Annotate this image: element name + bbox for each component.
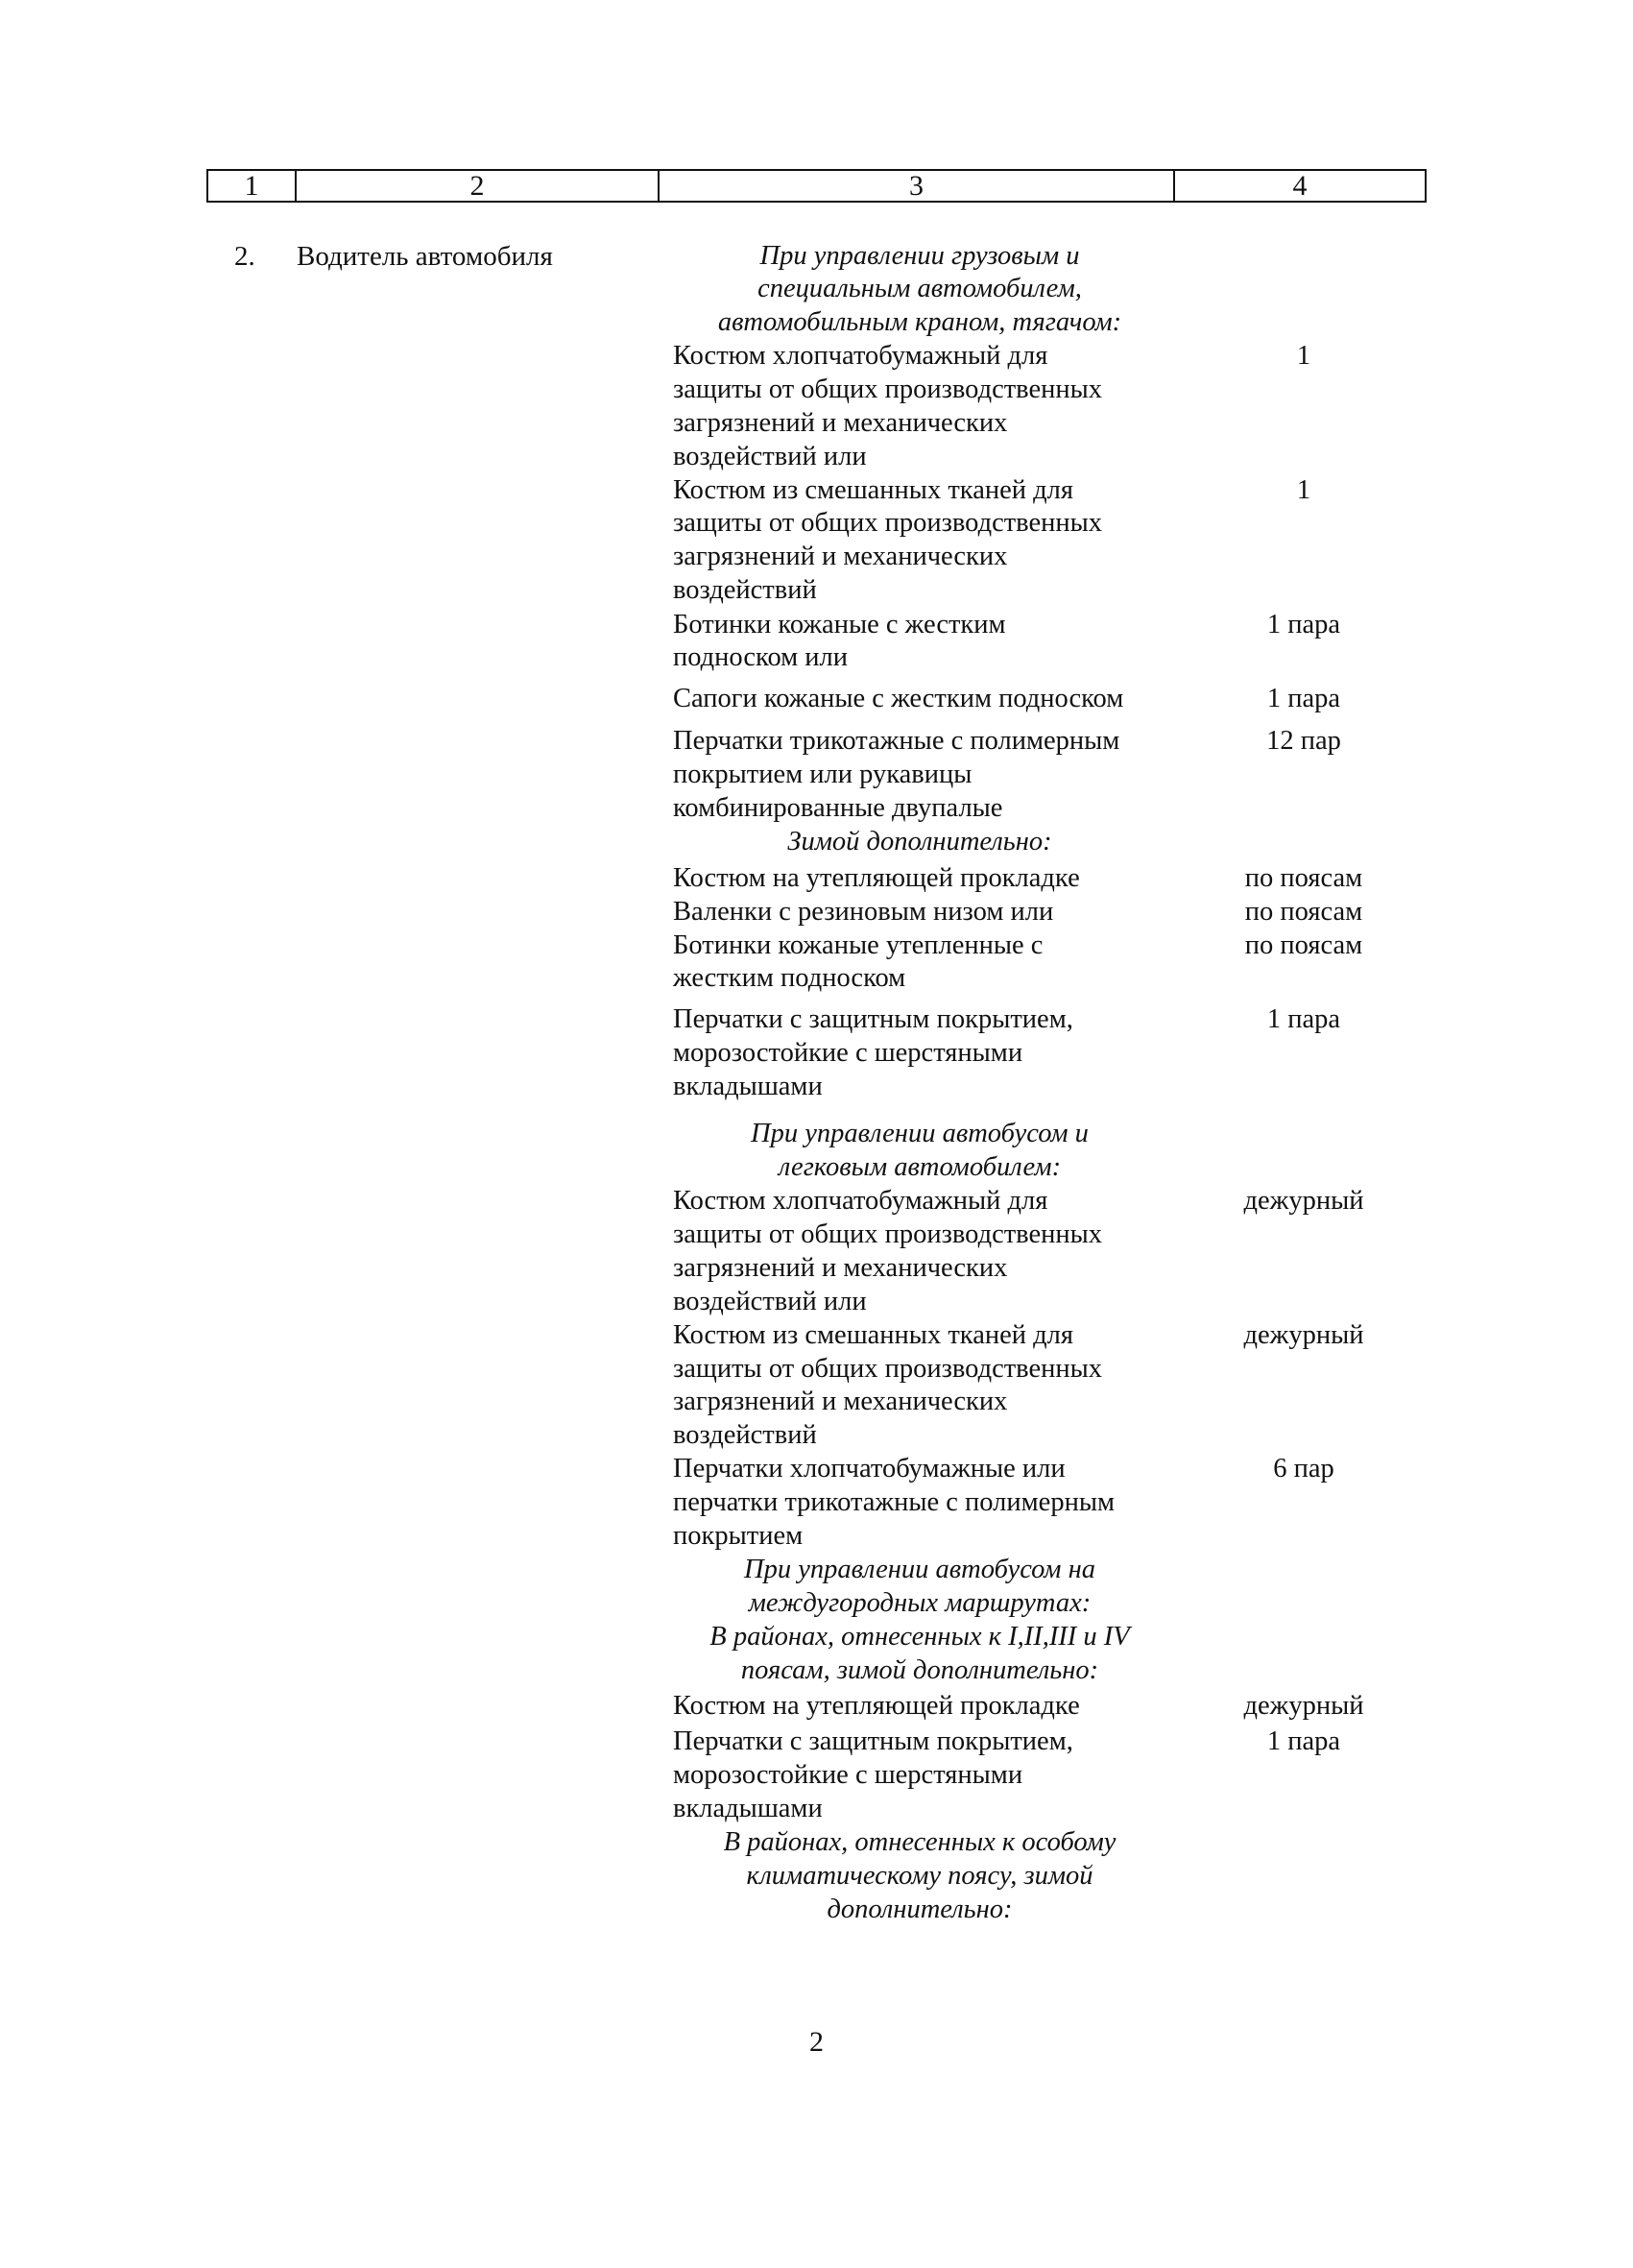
column-number-3: 3 bbox=[660, 171, 1175, 201]
item-text-line: загрязнений и механических bbox=[673, 542, 1008, 571]
item-quantity: дежурный bbox=[1243, 1320, 1364, 1350]
item-text-line: загрязнений и механических bbox=[673, 1253, 1008, 1283]
section-heading-line: дополнительно: bbox=[827, 1894, 1013, 1924]
item-text-line: морозостойкие с шерстяными bbox=[673, 1760, 1023, 1790]
item-quantity: 12 пар bbox=[1266, 726, 1341, 756]
item-text-line: Ботинки кожаные утепленные с bbox=[673, 930, 1044, 960]
item-text-line: покрытием bbox=[673, 1521, 804, 1551]
item-text-line: Ботинки кожаные с жестким bbox=[673, 610, 1006, 639]
item-quantity: 6 пар bbox=[1273, 1454, 1334, 1484]
section-heading-line: легковым автомобилем: bbox=[778, 1152, 1062, 1182]
item-quantity: по поясам bbox=[1244, 897, 1363, 927]
item-quantity: по поясам bbox=[1244, 863, 1363, 893]
item-text-line: защиты от общих производственных bbox=[673, 1219, 1103, 1249]
section-heading-line: Зимой дополнительно: bbox=[787, 827, 1052, 857]
item-text-line: покрытием или рукавицы bbox=[673, 760, 973, 789]
item-text-line: защиты от общих производственных bbox=[673, 508, 1103, 538]
item-text-line: комбинированные двупалые bbox=[673, 793, 1003, 823]
item-text-line: Костюм хлопчатобумажный для bbox=[673, 1186, 1048, 1216]
item-quantity: 1 пара bbox=[1266, 1726, 1341, 1756]
section-heading-line: При управлении грузовым и bbox=[759, 241, 1080, 271]
item-quantity: 1 bbox=[1296, 341, 1311, 371]
section-heading-line: В районах, отнесенных к I,II,III и IV bbox=[709, 1622, 1130, 1652]
column-number-header bbox=[206, 169, 1427, 203]
item-text-line: Костюм на утепляющей прокладке bbox=[673, 1691, 1080, 1721]
column-number-4: 4 bbox=[1292, 170, 1308, 202]
item-text-line: Валенки с резиновым низом или bbox=[673, 897, 1054, 927]
item-text-line: подноском или bbox=[673, 642, 849, 672]
item-quantity: по поясам bbox=[1244, 930, 1363, 960]
item-text-line: Перчатки с защитным покрытием, bbox=[673, 1726, 1073, 1756]
item-text-line: жестким подноском bbox=[673, 963, 906, 993]
item-quantity: 1 пара bbox=[1266, 610, 1341, 639]
item-text-line: Перчатки хлопчатобумажные или bbox=[673, 1454, 1066, 1484]
item-text-line: Костюм на утепляющей прокладке bbox=[673, 863, 1080, 893]
column-number-1: 1 bbox=[208, 171, 297, 201]
section-heading-line: специальным автомобилем, bbox=[757, 274, 1082, 303]
item-text-line: воздействий bbox=[673, 1420, 817, 1450]
section-heading-line: междугородных маршрутах: bbox=[748, 1588, 1092, 1618]
item-text-line: Костюм хлопчатобумажный для bbox=[673, 341, 1048, 371]
row-number: 2. bbox=[234, 241, 255, 272]
item-text-line: Перчатки трикотажные с полимерным bbox=[673, 726, 1120, 756]
item-text-line: воздействий или bbox=[673, 1287, 867, 1316]
section-heading-line: При управлении автобусом и bbox=[751, 1119, 1089, 1148]
item-text-line: Костюм из смешанных тканей для bbox=[673, 1320, 1073, 1350]
item-quantity: 1 пара bbox=[1266, 1004, 1341, 1034]
item-text-line: перчатки трикотажные с полимерным bbox=[673, 1487, 1116, 1517]
section-heading-line: поясам, зимой дополнительно: bbox=[740, 1655, 1099, 1685]
item-text-line: Сапоги кожаные с жестким подноском bbox=[673, 684, 1124, 713]
item-text-line: морозостойкие с шерстяными bbox=[673, 1038, 1023, 1068]
item-text-line: Перчатки с защитным покрытием, bbox=[673, 1004, 1073, 1034]
item-text-line: загрязнений и механических bbox=[673, 1387, 1008, 1416]
section-heading-line: климатическому поясу, зимой bbox=[746, 1861, 1093, 1891]
page-number: 2 bbox=[809, 2026, 824, 2058]
item-text-line: вкладышами bbox=[673, 1072, 823, 1101]
item-quantity: дежурный bbox=[1243, 1186, 1364, 1216]
section-heading-line: В районах, отнесенных к особому bbox=[723, 1827, 1117, 1857]
item-quantity: 1 пара bbox=[1266, 684, 1341, 713]
column-number-2: 2 bbox=[297, 171, 660, 201]
item-text-line: воздействий bbox=[673, 575, 817, 605]
item-text-line: защиты от общих производственных bbox=[673, 374, 1103, 404]
item-quantity: дежурный bbox=[1243, 1691, 1364, 1721]
item-text-line: Костюм из смешанных тканей для bbox=[673, 475, 1073, 505]
item-text-line: защиты от общих производственных bbox=[673, 1354, 1103, 1384]
item-text-line: загрязнений и механических bbox=[673, 408, 1008, 438]
item-text-line: вкладышами bbox=[673, 1794, 823, 1823]
profession-name: Водитель автомобиля bbox=[297, 241, 553, 272]
section-heading-line: При управлении автобусом на bbox=[743, 1555, 1096, 1584]
item-quantity: 1 bbox=[1296, 475, 1311, 505]
section-heading-line: автомобильным краном, тягачом: bbox=[717, 307, 1122, 337]
item-text-line: воздействий или bbox=[673, 442, 867, 471]
